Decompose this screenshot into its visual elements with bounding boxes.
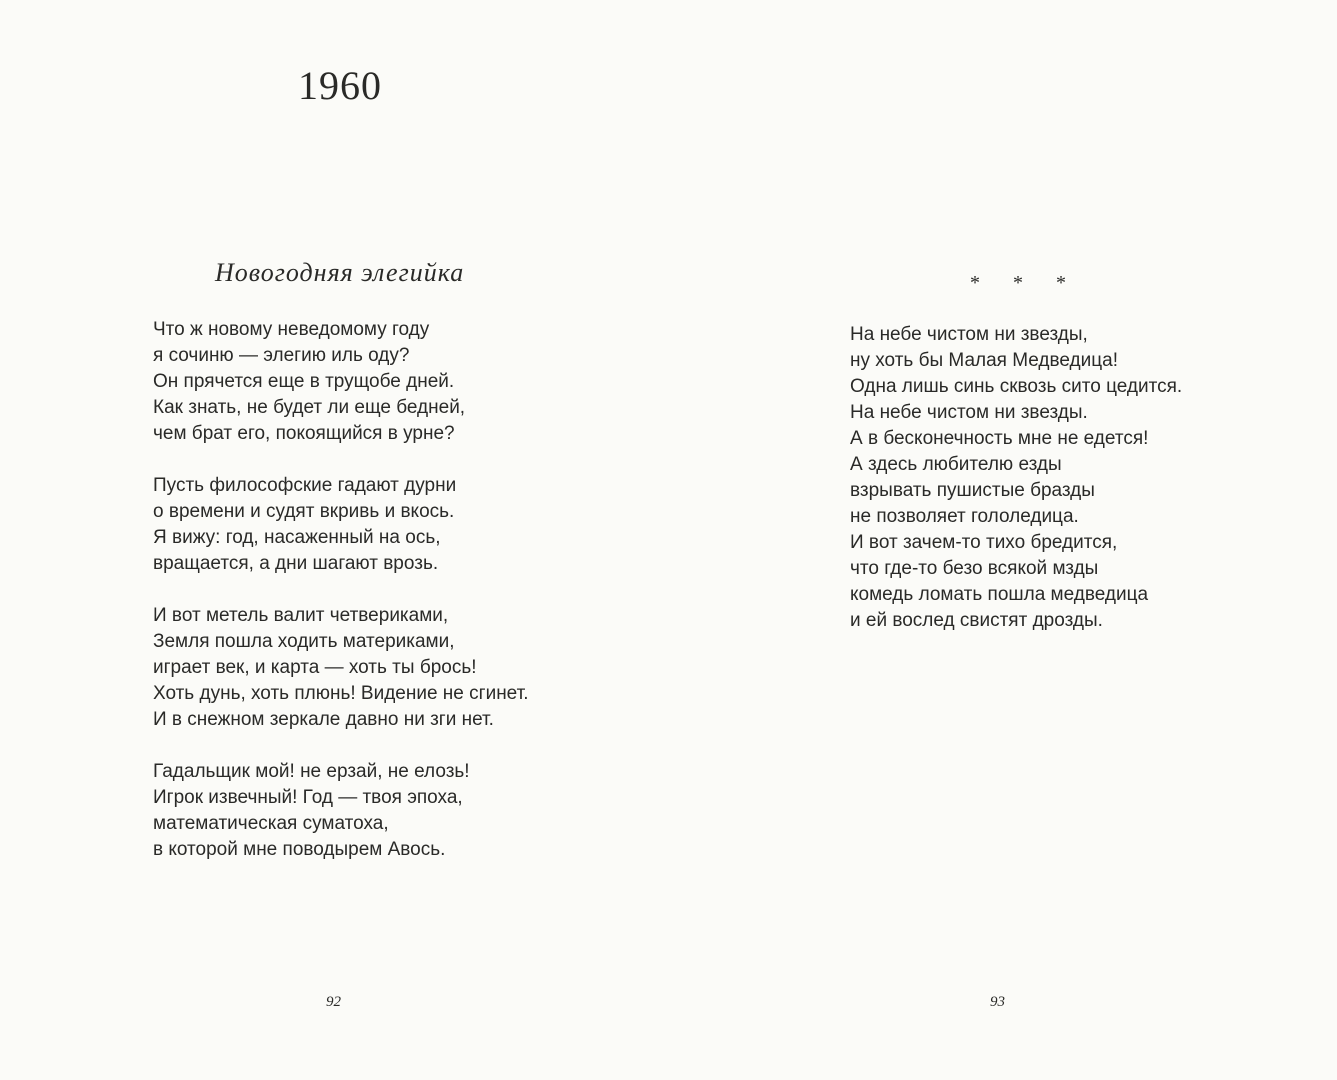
poem-line: И вот метель валит четвериками,	[153, 605, 449, 626]
poem-line: Как знать, не будет ли еще бедней,	[153, 397, 466, 418]
right-page	[668, 0, 1337, 1080]
poem-line: Хоть дунь, хоть плюнь! Видение не сгинет.	[153, 683, 529, 704]
stanza	[153, 603, 529, 733]
poem-line: Что ж новому неведомому году	[153, 319, 430, 340]
stanza	[153, 317, 529, 447]
poem-line: комедь ломать пошла медведица	[850, 584, 1149, 605]
poem-line: Он прячется еще в трущобе дней.	[153, 371, 455, 392]
poem-line: играет век, и карта — хоть ты брось!	[153, 657, 477, 678]
stanza	[153, 473, 529, 577]
poem-line: о времени и судят вкривь и вкось.	[153, 501, 455, 522]
poem-text	[850, 322, 1182, 634]
poem-line: что где-то безо всякой мзды	[850, 558, 1099, 579]
poem-line: На небе чистом ни звезды,	[850, 324, 1088, 345]
stanza	[850, 322, 1182, 634]
poem-line: А здесь любителю езды	[850, 454, 1062, 475]
page-number: 93	[990, 994, 1005, 1010]
page-number: 92	[326, 994, 341, 1010]
asterism-separator: * * *	[970, 272, 1080, 294]
poem-line: ну хоть бы Малая Медведица!	[850, 350, 1118, 371]
poem-line: математическая суматоха,	[153, 813, 389, 834]
left-page	[0, 0, 668, 1080]
poem-line: в которой мне поводырем Авось.	[153, 839, 446, 860]
poem-line: Гадальщик мой! не ерзай, не елозь!	[153, 761, 470, 782]
poem-line: Одна лишь синь сквозь сито цедится.	[850, 376, 1183, 397]
poem-line: Я вижу: год, насаженный на ось,	[153, 527, 441, 548]
poem-line: Пусть философские гадают дурни	[153, 475, 457, 496]
poem-title: Новогодняя элегийка	[215, 258, 465, 287]
stanza	[153, 759, 529, 863]
poem-line: не позволяет гололедица.	[850, 506, 1079, 527]
section-year-heading: 1960	[298, 63, 382, 108]
poem-line: Игрок извечный! Год — твоя эпоха,	[153, 787, 463, 808]
poem-line: И вот зачем-то тихо бредится,	[850, 532, 1118, 553]
poem-line: взрывать пушистые бразды	[850, 480, 1095, 501]
poem-line: чем брат его, покоящийся в урне?	[153, 423, 455, 444]
poem-line: Земля пошла ходить материками,	[153, 631, 455, 652]
poem-text	[153, 317, 529, 863]
poem-line: На небе чистом ни звезды.	[850, 402, 1088, 423]
poem-line: я сочиню — элегию иль оду?	[153, 345, 410, 366]
poem-line: и ей вослед свистят дрозды.	[850, 610, 1103, 631]
poem-line: А в бесконечность мне не едется!	[850, 428, 1149, 449]
poem-line: И в снежном зеркале давно ни зги нет.	[153, 709, 494, 730]
poem-line: вращается, а дни шагают врозь.	[153, 553, 439, 574]
